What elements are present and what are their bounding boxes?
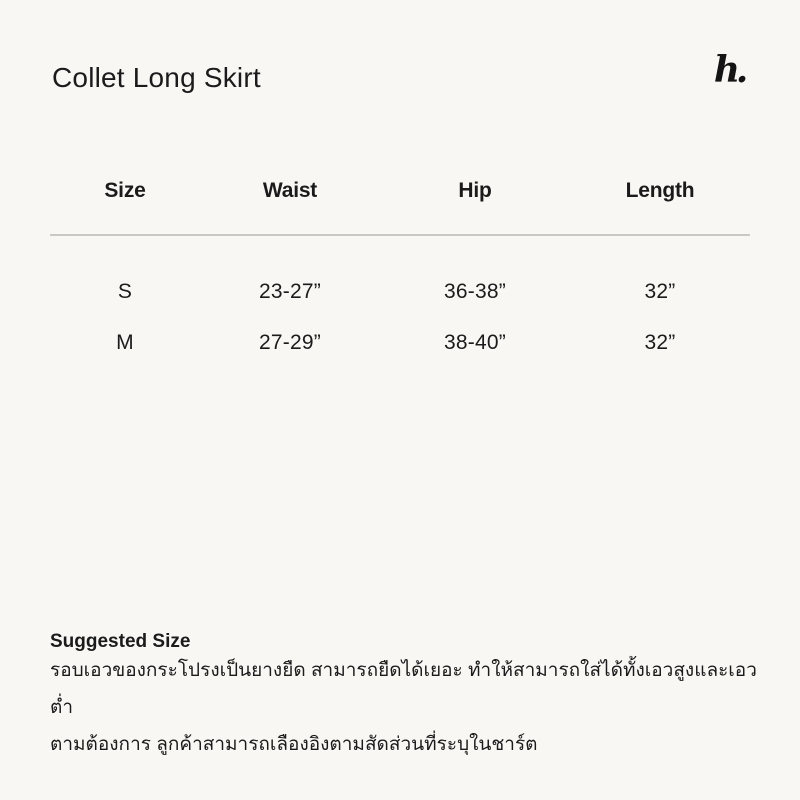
column-header-size: Size xyxy=(104,179,146,202)
suggested-size-heading: Suggested Size xyxy=(50,631,191,652)
size-cell: M xyxy=(116,331,134,354)
hip-cell: 36-38” xyxy=(444,280,506,303)
column-header-waist: Waist xyxy=(262,179,318,202)
size-chart-table xyxy=(50,180,750,353)
table-row-size-m xyxy=(50,332,750,353)
hip-cell: 38-40” xyxy=(444,331,506,354)
waist-cell: 27-29” xyxy=(259,331,321,354)
column-header-hip: Hip xyxy=(458,179,492,202)
table-row-size-s xyxy=(50,281,750,302)
brand-logo: h. xyxy=(713,49,744,91)
page-title: Collet Long Skirt xyxy=(52,62,261,93)
suggested-size-note-line-1: รอบเอวของกระโปรงเป็นยางยืด สามารถยืดได้เยอะ ทำให้สามารถใส่ได้ทั้งเอวสูงและเอวต่ำ xyxy=(50,660,757,718)
waist-cell: 23-27” xyxy=(259,280,321,303)
size-cell: S xyxy=(117,280,133,303)
table-divider xyxy=(50,234,750,236)
table-header-row xyxy=(50,180,750,201)
length-cell: 32” xyxy=(644,331,676,354)
column-header-length: Length xyxy=(625,179,695,202)
suggested-size-note-line-2: ตามต้องการ ลูกค้าสามารถเลืองอิงตามสัดส่วนที่ระบุในชาร์ต xyxy=(50,734,538,755)
length-cell: 32” xyxy=(644,280,676,303)
suggested-size-section xyxy=(50,632,762,763)
